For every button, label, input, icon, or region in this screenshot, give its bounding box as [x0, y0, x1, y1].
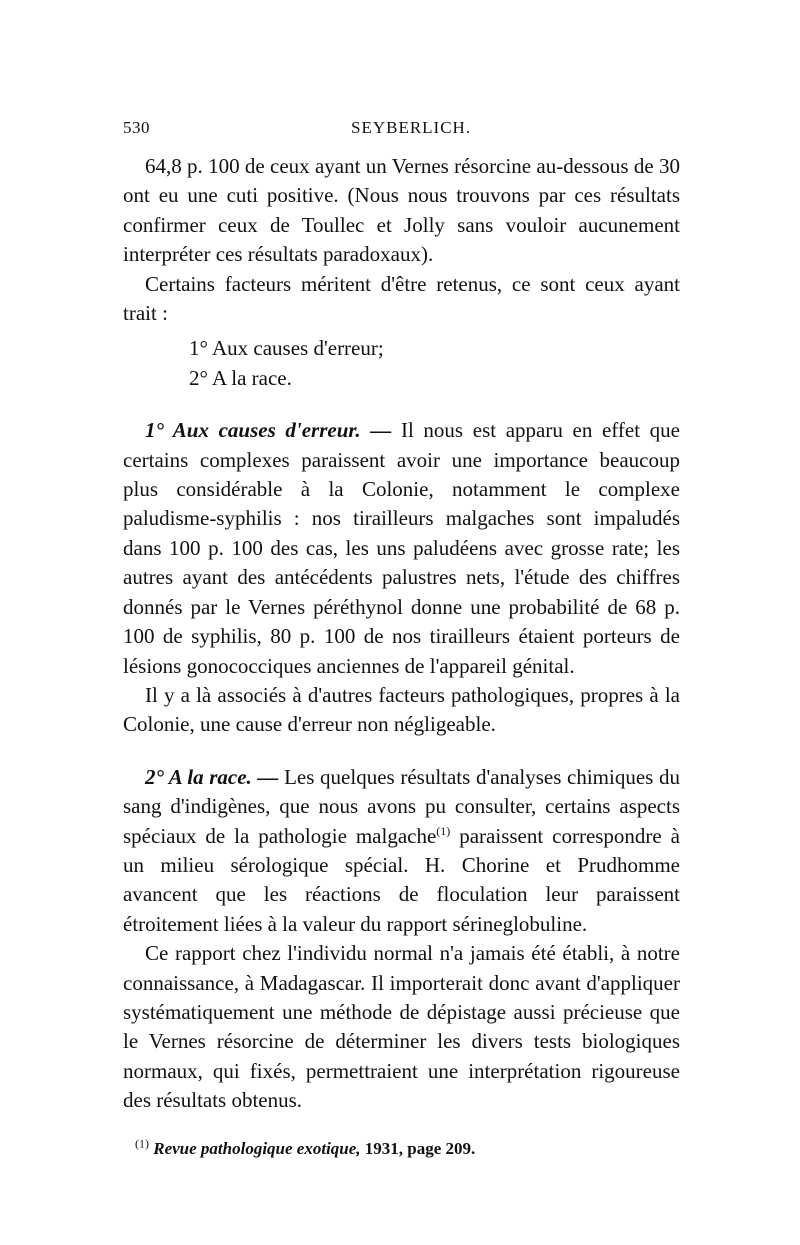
paragraph-rapport: Ce rapport chez l'individu normal n'a jamais été établi, à notre connaissance, à Madagascar. Il importerait donc avant d'appliquer systématiquement une méthode de dépistage aussi précieuse que le Vernes résorcine de déterminer les divers tests biologiques normaux, qui fixés, permettraient une interprétation rigoureuse des résultats obtenus.	[123, 941, 680, 1113]
list-item: 1° Aux causes d'erreur;	[189, 336, 384, 361]
page-header	[123, 118, 680, 152]
section-race	[123, 763, 680, 939]
footnote-marker: (1)	[135, 1135, 149, 1150]
paragraph-colony-factors: Il y a là associés à d'autres facteurs pathologiques, propres à la Colonie, une cause d'erreur non négligeable.	[123, 682, 680, 737]
section-text: paraissent correspondre à un milieu sérologique spécial. H. Chorine et Prudhomme avancent que les réactions de floculation leur paraissent étroitement liées à la valeur du rapport sérineglobuline.	[123, 823, 681, 936]
section-text: Il nous est apparu en effet que certains complexes paraissent avoir une importance beaucoup plus considérable à la Colonie, notamment le complexe paludisme-syphilis : nos tirailleurs malgaches sont impaludés dans 100 p. 100 des cas, les uns paludéens avec grosse rate; les autres ayant des antécédents palustres nets, l'étude des chiffres donnés par le Vernes péréthynol donne une probabilité de 68 p. 100 de syphilis, 80 p. 100 de nos tirailleurs étaient porteurs de lésions gonococciques anciennes de l'appareil génital.	[123, 418, 681, 678]
section-title: 2° A la race. —	[145, 764, 279, 789]
footnote	[123, 1137, 680, 1161]
document-page	[123, 118, 680, 1161]
paragraph-results: 64,8 p. 100 de ceux ayant un Vernes résorcine au-dessous de 30 ont eu une cuti positive. (Nous nous trouvons par ces résultats confirmer ceux de Toullec et Jolly sans vouloir aucunement interpréter ces résultats paradoxaux).	[123, 154, 680, 267]
page-number: 530	[123, 118, 150, 137]
footnote-citation: 1931, page 209.	[360, 1138, 476, 1158]
section-text: Les quelques résultats d'analyses chimiques du sang d'indigènes, que nous avons pu consulter, certains aspects spéciaux de la pathologie malgache	[123, 764, 680, 848]
paragraph-factors-intro: Certains facteurs méritent d'être retenus, ce sont ceux ayant trait :	[123, 271, 680, 326]
running-head: SEYBERLICH.	[351, 118, 472, 137]
factor-list	[123, 334, 680, 393]
section-title: 1° Aux causes d'erreur. —	[145, 418, 392, 443]
footnote-reference: (1)	[436, 823, 451, 838]
list-item: 2° A la race.	[189, 365, 292, 390]
footnote-title: Revue pathologique exotique,	[153, 1138, 361, 1158]
section-causes-erreur	[123, 416, 680, 681]
